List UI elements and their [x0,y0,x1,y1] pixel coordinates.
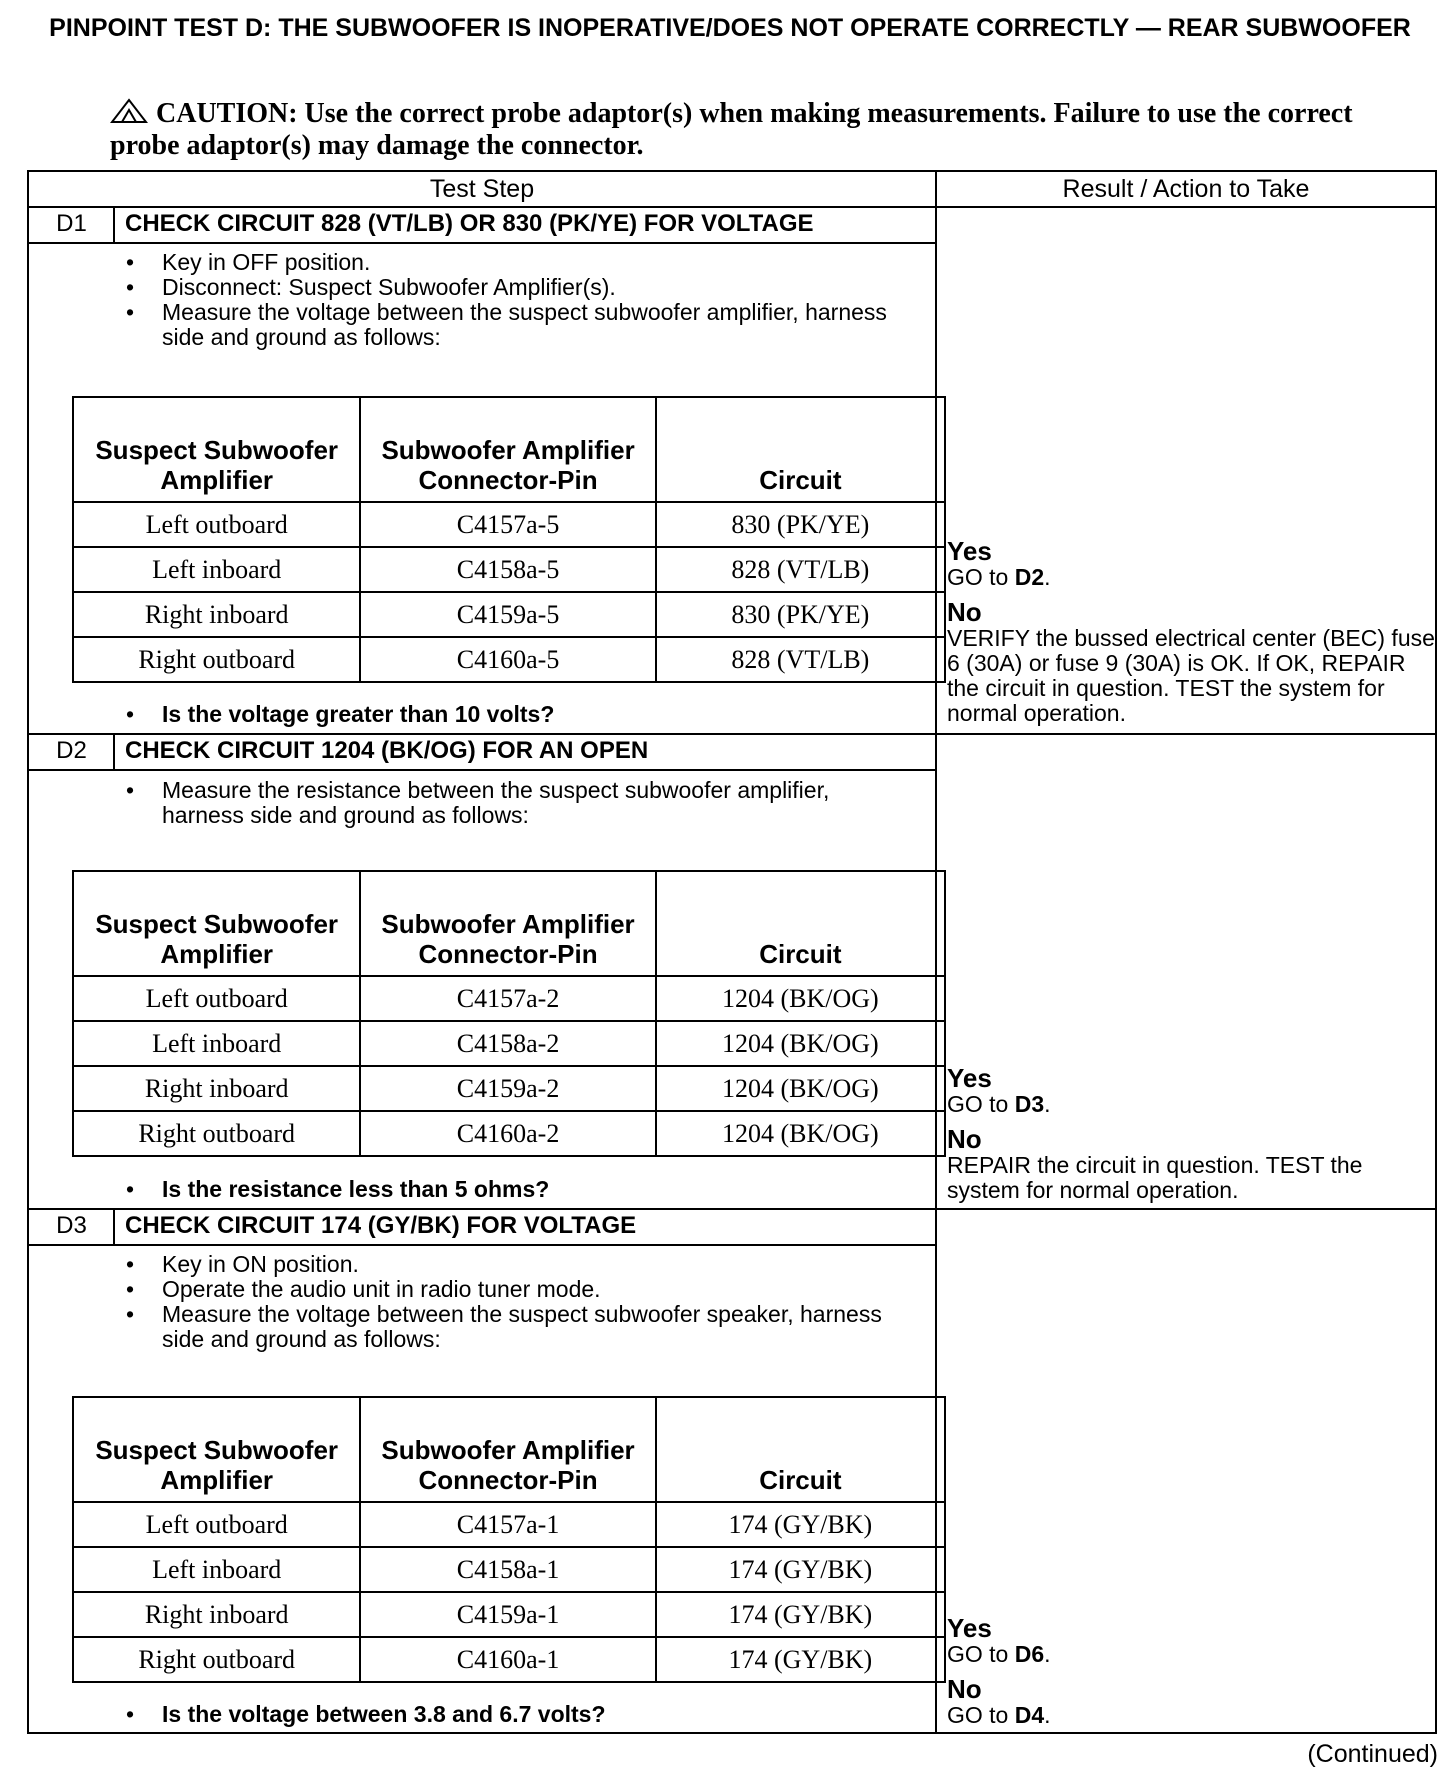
table-row: Left outboard C4157a-2 1204 (BK/OG) [73,976,945,1021]
goto-link[interactable]: D3 [1014,1091,1045,1117]
step-title: CHECK CIRCUIT 828 (VT/LB) OR 830 (PK/YE) FOR VOLTAGE [125,210,814,237]
column-header-test-step: Test Step [429,175,535,203]
header-circuit: Circuit [656,871,945,976]
table-row: Right outboard C4160a-5 828 (VT/LB) [73,637,945,682]
bullet-item: • Key in OFF position. [124,250,914,275]
table-row: Right inboard C4159a-1 174 (GY/BK) [73,1592,945,1637]
table-row: Left outboard C4157a-1 174 (GY/BK) [73,1502,945,1547]
bullet-item: • Measure the voltage between the suspect subwoofer speaker, harness side and ground as follows: [124,1302,914,1352]
step-question: • Is the voltage greater than 10 volts? [124,700,554,728]
goto-link[interactable]: D2 [1014,564,1045,590]
step-title: CHECK CIRCUIT 1204 (BK/OG) FOR AN OPEN [125,737,649,764]
step-id: D3 [56,1212,87,1239]
no-label: No [947,1674,982,1704]
step-bullets [124,1252,914,1352]
yes-action: GO to D2. [947,564,1051,590]
no-action: REPAIR the circuit in question. TEST the system for normal operation. [947,1152,1363,1203]
step-question: • Is the resistance less than 5 ohms? [124,1175,549,1203]
no-label: No [947,1124,982,1154]
yes-action: GO to D3. [947,1091,1051,1117]
header-pin: Subwoofer Amplifier Connector-Pin [360,1397,655,1502]
caution-text: CAUTION: Use the correct probe adaptor(s) when making measurements. Failure to use the correct probe adaptor(s) may damage the connector. [110,98,1353,161]
no-label: No [947,597,982,627]
caution-note [110,98,1370,162]
header-amp: Suspect Subwoofer Amplifier [73,397,360,502]
yes-label: Yes [947,1063,992,1093]
step-question: • Is the voltage between 3.8 and 6.7 volts? [124,1700,606,1728]
step-id: D2 [56,737,87,764]
goto-link[interactable]: D4 [1014,1702,1045,1728]
column-header-result: Result / Action to Take [1062,175,1310,203]
pin-table [72,1396,946,1683]
header-pin: Subwoofer Amplifier Connector-Pin [360,397,655,502]
page-title: PINPOINT TEST D: THE SUBWOOFER IS INOPERATIVE/DOES NOT OPERATE CORRECTLY — REAR SUBWOOFER [49,14,1411,42]
result-d2 [947,1064,1435,1203]
table-row: Left outboard C4157a-5 830 (PK/YE) [73,502,945,547]
yes-label: Yes [947,536,992,566]
step-title: CHECK CIRCUIT 174 (GY/BK) FOR VOLTAGE [125,1212,637,1239]
bullet-item: • Key in ON position. [124,1252,914,1277]
continued-note: (Continued) [1307,1740,1438,1768]
warning-triangle-icon [110,98,148,124]
table-row: Right inboard C4159a-2 1204 (BK/OG) [73,1066,945,1111]
bullet-item: • Measure the voltage between the suspect subwoofer amplifier, harness side and ground as follows: [124,300,914,350]
pin-table [72,870,946,1157]
table-row: Right outboard C4160a-2 1204 (BK/OG) [73,1111,945,1156]
result-d1 [947,537,1435,726]
step-id: D1 [56,210,87,237]
header-circuit: Circuit [656,1397,945,1502]
bullet-item: • Measure the resistance between the suspect subwoofer amplifier, harness side and ground as follows: [124,778,914,828]
yes-label: Yes [947,1613,992,1643]
bullet-item: • Disconnect: Suspect Subwoofer Amplifier(s). [124,275,914,300]
pin-table [72,396,946,683]
step-bullets [124,250,914,350]
table-row: Left inboard C4158a-1 174 (GY/BK) [73,1547,945,1592]
header-pin: Subwoofer Amplifier Connector-Pin [360,871,655,976]
no-action: GO to D4. [947,1702,1051,1728]
test-table [27,170,1437,1734]
header-circuit: Circuit [656,397,945,502]
table-row: Left inboard C4158a-2 1204 (BK/OG) [73,1021,945,1066]
header-amp: Suspect Subwoofer Amplifier [73,871,360,976]
table-row: Right outboard C4160a-1 174 (GY/BK) [73,1637,945,1682]
yes-action: GO to D6. [947,1641,1051,1667]
table-row: Left inboard C4158a-5 828 (VT/LB) [73,547,945,592]
result-d3 [947,1614,1435,1728]
header-amp: Suspect Subwoofer Amplifier [73,1397,360,1502]
goto-link[interactable]: D6 [1014,1641,1045,1667]
step-bullets [124,778,914,828]
bullet-item: • Operate the audio unit in radio tuner mode. [124,1277,914,1302]
no-action: VERIFY the bussed electrical center (BEC) fuse 6 (30A) or fuse 9 (30A) is OK. If OK, REPAIR the circuit in question. TEST the system for normal operation. [947,625,1435,726]
table-row: Right inboard C4159a-5 830 (PK/YE) [73,592,945,637]
